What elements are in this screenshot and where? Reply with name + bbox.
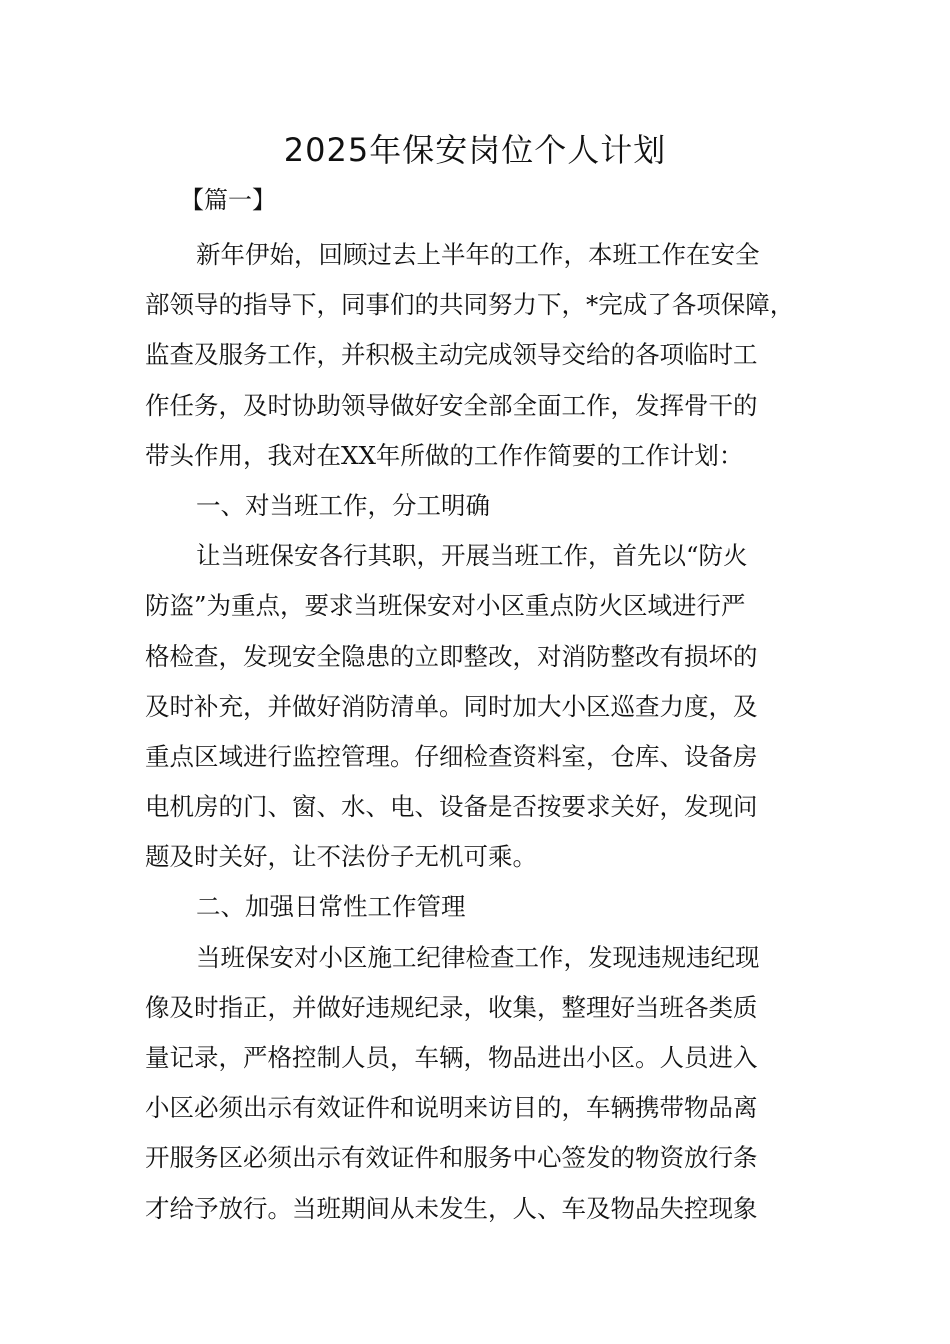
document-title: 2025年保安岗位个人计划 — [283, 131, 667, 169]
paragraph-line: 及时补充，并做好消防清单。同时加大小区巡查力度，及 — [145, 691, 758, 721]
paragraph-line: 开服务区必须出示有效证件和服务中心签发的物资放行条 — [145, 1143, 758, 1173]
section-heading: 二、加强日常性工作管理 — [196, 892, 466, 922]
paragraph-line: 当班保安对小区施工纪律检查工作，发现违规违纪现 — [196, 942, 760, 972]
paragraph-line: 部领导的指导下，同事们的共同努力下，*完成了各项保障， — [145, 290, 795, 320]
paragraph-line: 才给予放行。当班期间从未发生，人、车及物品失控现象 — [145, 1193, 758, 1223]
paragraph-line: 监查及服务工作，并积极主动完成领导交给的各项临时工 — [145, 340, 758, 370]
section-tag: 【篇一】 — [180, 186, 276, 214]
section-heading: 一、对当班工作，分工明确 — [196, 490, 490, 520]
paragraph-line: 格检查，发现安全隐患的立即整改，对消防整改有损坏的 — [145, 641, 758, 671]
paragraph-line: 电机房的门、窗、水、电、设备是否按要求关好，发现问 — [145, 792, 758, 822]
paragraph-line: 防盗”为重点，要求当班保安对小区重点防火区域进行严 — [145, 591, 746, 621]
paragraph-line: 题及时关好，让不法份子无机可乘。 — [145, 842, 537, 872]
paragraph-line: 重点区域进行监控管理。仔细检查资料室，仓库、设备房 — [145, 741, 758, 771]
paragraph-line: 量记录，严格控制人员，车辆，物品进出小区。人员进入 — [145, 1043, 758, 1072]
paragraph-line: 小区必须出示有效证件和说明来访目的，车辆携带物品离 — [145, 1093, 758, 1123]
paragraph-line: 带头作用，我对在XX年所做的工作作简要的工作计划： — [145, 440, 744, 470]
document-body — [145, 230, 810, 1234]
paragraph-line: 像及时指正，并做好违规纪录，收集，整理好当班各类质 — [145, 992, 758, 1022]
paragraph-line: 作任务，及时协助领导做好安全部全面工作，发挥骨干的 — [145, 390, 758, 420]
paragraph-line: 让当班保安各行其职，开展当班工作，首先以“防火 — [196, 541, 748, 571]
paragraph-line: 新年伊始，回顾过去上半年的工作，本班工作在安全 — [196, 240, 760, 269]
